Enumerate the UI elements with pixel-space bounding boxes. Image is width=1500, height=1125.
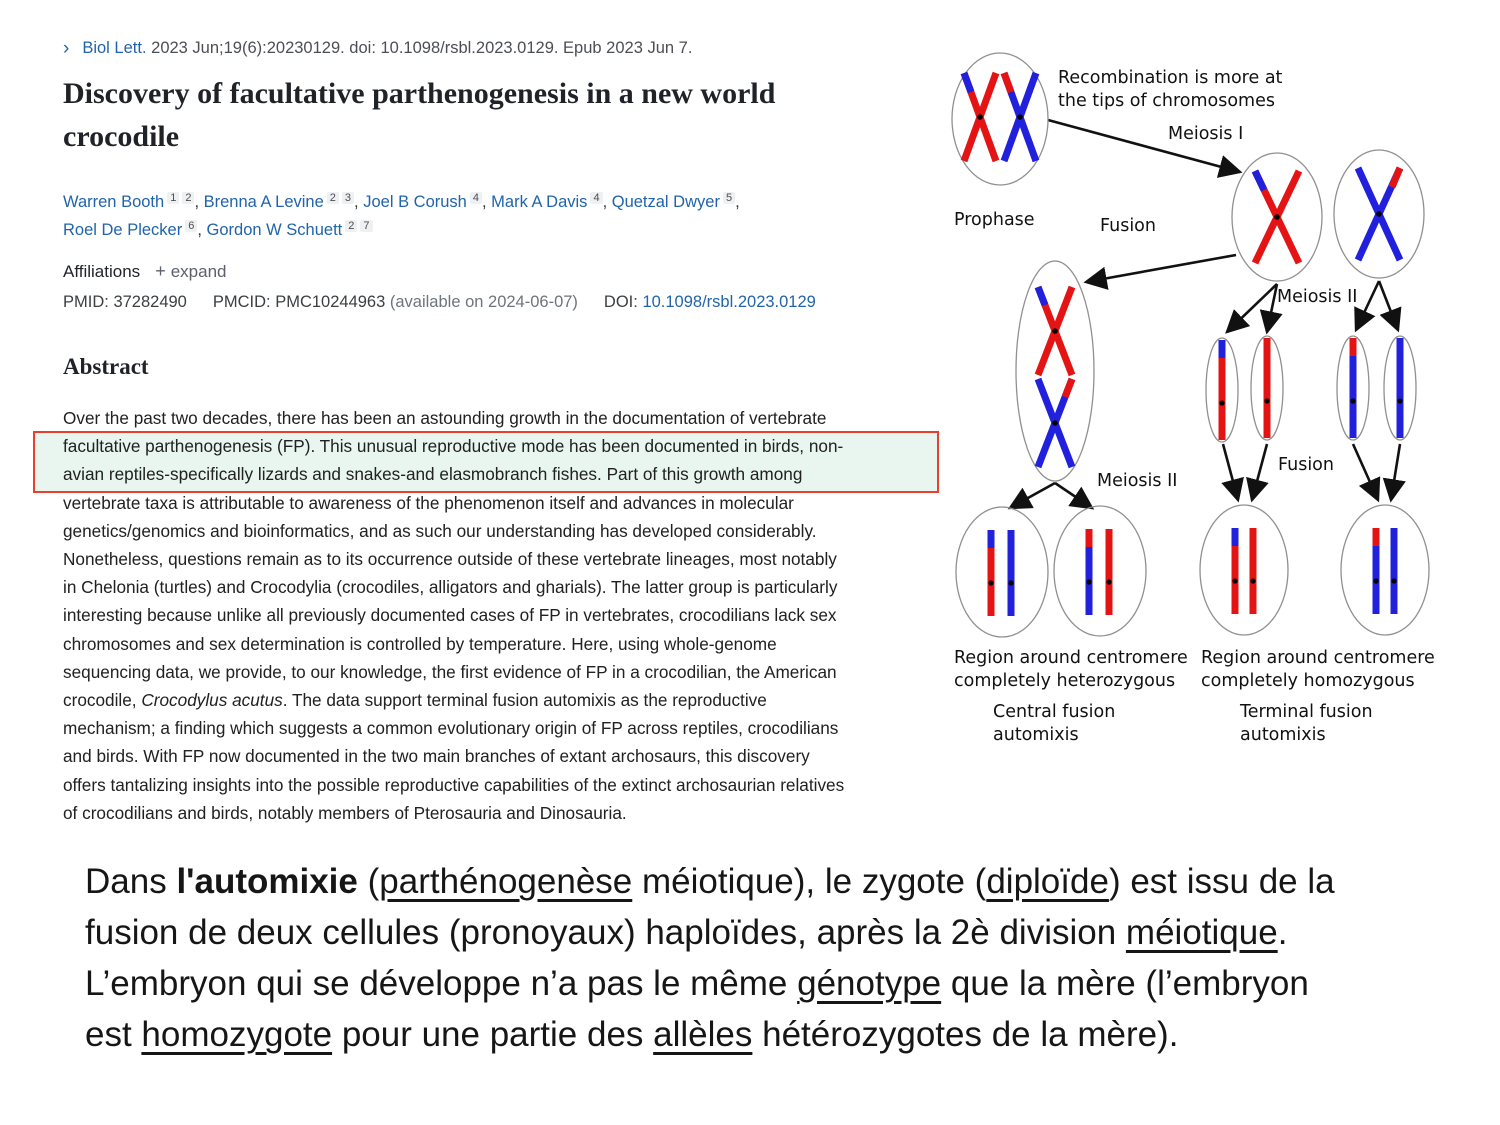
abstract-line: in Chelonia (turtles) and Crocodylia (crocodiles, alligators and gharials). The latter group is particularly: [63, 577, 838, 598]
chevron-icon[interactable]: ›: [63, 38, 70, 59]
affiliation-number-badge: 4: [590, 192, 602, 204]
abstract-heading: Abstract: [63, 354, 149, 379]
doi-link[interactable]: 10.1098/rsbl.2023.0129: [642, 293, 816, 311]
affiliation-number-badge: 3: [342, 192, 354, 204]
meiosis2-left-label: Meiosis II: [1097, 471, 1178, 491]
french-annotation-line: Dans l'automixie (parthénogenèse méiotique), le zygote (diploïde) est issu de la: [85, 862, 1335, 901]
meiosis1-product-blue-cell: [1334, 150, 1424, 278]
french-annotation-line: L’embryon qui se développe n’a pas le même génotype que la mère (l’embryon: [85, 964, 1309, 1003]
abstract-line: vertebrate taxa is attributable to awareness of the phenomenon itself and advances in molecular: [63, 492, 794, 513]
abstract-line: mechanism; a finding which suggests a common evolutionary origin of FP across reptiles, crocodilians: [63, 718, 839, 739]
meiosis1-product-red-cell: [1232, 153, 1322, 281]
citation-line: [63, 38, 692, 60]
affiliation-number-badge: 5: [723, 192, 735, 204]
affiliation-number-badge: 4: [470, 192, 482, 204]
author-link[interactable]: Mark A Davis $^4$: [491, 193, 602, 211]
prophase-label: Prophase: [954, 210, 1035, 230]
pmcid-group: [213, 293, 578, 311]
homozygous-label-line1: Region around centromere: [1201, 648, 1435, 668]
abstract-line: sequencing data, we provide, to our knowledge, the first evidence of FP in a crocodilian, the American: [63, 661, 837, 682]
terminal-fusion-label-line2: automixis: [1240, 725, 1326, 745]
central-fusion-label-line2: automixis: [993, 725, 1079, 745]
pmid-label: PMID:: [63, 293, 109, 311]
abstract-line: of crocodilians and birds, notably members of Pterosauria and Dinosauria.: [63, 802, 627, 823]
meiosis2-right-label: Meiosis II: [1277, 287, 1358, 307]
heterozygous-label-line1: Region around centromere: [954, 648, 1188, 668]
affiliations-label: Affiliations: [63, 262, 141, 281]
central-fusion-cell: [1016, 261, 1094, 481]
pmcid-value: PMC10244963: [275, 293, 386, 311]
citation-text: 2023 Jun;19(6):20230129. doi: 10.1098/rsbl.2023.0129. Epub 2023 Jun 7.: [151, 39, 693, 57]
author-link[interactable]: Gordon W Schuett $^2$ $^7$: [207, 221, 373, 239]
identifiers-row: [63, 293, 842, 312]
abstract-line: and birds. With FP now documented in the two main branches of extant archosaurs, this discovery: [63, 746, 810, 767]
abstract-line: Nonetheless, questions remain as to its occurrence outside of these vertebrate lineages, most notably: [63, 549, 837, 570]
abstract-line: facultative parthenogenesis (FP). This unusual reproductive mode has been documented in birds, non-: [63, 436, 844, 457]
abstract-section: [63, 404, 943, 827]
abstract-line: Over the past two decades, there has been an astounding growth in the documentation of vertebrate: [63, 408, 827, 428]
homozygous-label-line2: completely homozygous: [1201, 671, 1415, 691]
author-link[interactable]: Warren Booth $^1$ $^2$: [63, 193, 194, 211]
author-list: Warren Booth $^1$ $^2$ , Brenna A Levine $^2$ $^3$ , Joel B Corush $^4$ , Mark A Davis $^4$ , Quetzal Dwyer $^5$ , Roel De Plecker $^6$ , Gordon W Schuett $^2$ $^7$: [63, 191, 740, 239]
recombination-label-line1: Recombination is more at: [1058, 68, 1283, 88]
french-annotation-line: fusion de deux cellules (pronoyaux) haploïdes, après la 2è division méiotique.: [85, 913, 1288, 952]
expand-label: expand: [170, 262, 227, 281]
heterozygous-label-line2: completely heterozygous: [954, 671, 1176, 691]
fusion-left-label: Fusion: [1100, 216, 1156, 236]
meiosis1-label: Meiosis I: [1168, 124, 1244, 144]
plus-icon: +: [155, 261, 166, 281]
terminal-fusion-label-line1: Terminal fusion: [1240, 702, 1373, 722]
central-fusion-label-line1: Central fusion: [993, 702, 1116, 722]
french-annotation-line: est homozygote pour une partie des allèles hétérozygotes de la mère).: [85, 1015, 1179, 1054]
affiliation-number-badge: 2: [345, 220, 357, 232]
pmid-value: 37282490: [113, 293, 187, 311]
automixis-diagram: [940, 35, 1500, 745]
author-link[interactable]: Joel B Corush $^4$: [363, 193, 482, 211]
fusion-right-label: Fusion: [1278, 455, 1334, 475]
pmid-group: [63, 293, 187, 311]
pmcid-label: PMCID:: [212, 293, 271, 311]
doi-label: DOI:: [603, 293, 638, 311]
recombination-label-line2: the tips of chromosomes: [1058, 91, 1275, 111]
affiliation-number-badge: 6: [185, 220, 197, 232]
affiliations-row: [63, 261, 226, 282]
abstract-line: chromosomes and sex determination is controlled by temperature. Here, using whole-genome: [63, 633, 777, 654]
affiliation-number-badge: 1: [167, 192, 179, 204]
abstract-text: [63, 404, 943, 827]
affiliation-number-badge: 7: [360, 220, 372, 232]
chromatid-cells: [1206, 336, 1416, 442]
affiliation-number-badge: 2: [182, 192, 194, 204]
author-link[interactable]: Quetzal Dwyer $^5$: [612, 193, 735, 211]
journal-link[interactable]: Biol Lett.: [82, 39, 147, 57]
pmcid-availability-note: (available on 2024-06-07): [389, 293, 578, 311]
abstract-line: avian reptiles-specifically lizards and snakes-and elasmobranch fishes. Part of this growth among: [63, 464, 803, 485]
affiliation-number-badge: 2: [327, 192, 339, 204]
prophase-cell: [952, 53, 1048, 185]
abstract-line: offers tantalizing insights into the possible reproductive capabilities of the extinct archosaurian relatives: [63, 774, 845, 795]
abstract-line: crocodile, Crocodylus acutus. The data support terminal fusion automixis as the reproductive: [63, 690, 767, 711]
abstract-line: genetics/genomics and bioinformatics, and as such our understanding has developed considerably.: [63, 520, 817, 541]
result-cells: [956, 505, 1429, 637]
abstract-line: interesting because unlike all previously documented cases of FP in vertebrates, crocodilians lack sex: [63, 605, 837, 626]
author-link[interactable]: Roel De Plecker $^6$: [63, 221, 197, 239]
page-title: Discovery of facultative parthenogenesis in a new world crocodile: [63, 77, 776, 153]
french-annotation: [85, 856, 1335, 1060]
expand-affiliations-button[interactable]: [155, 262, 226, 281]
author-link[interactable]: Brenna A Levine $^2$ $^3$: [204, 193, 354, 211]
doi-group: [604, 293, 816, 311]
